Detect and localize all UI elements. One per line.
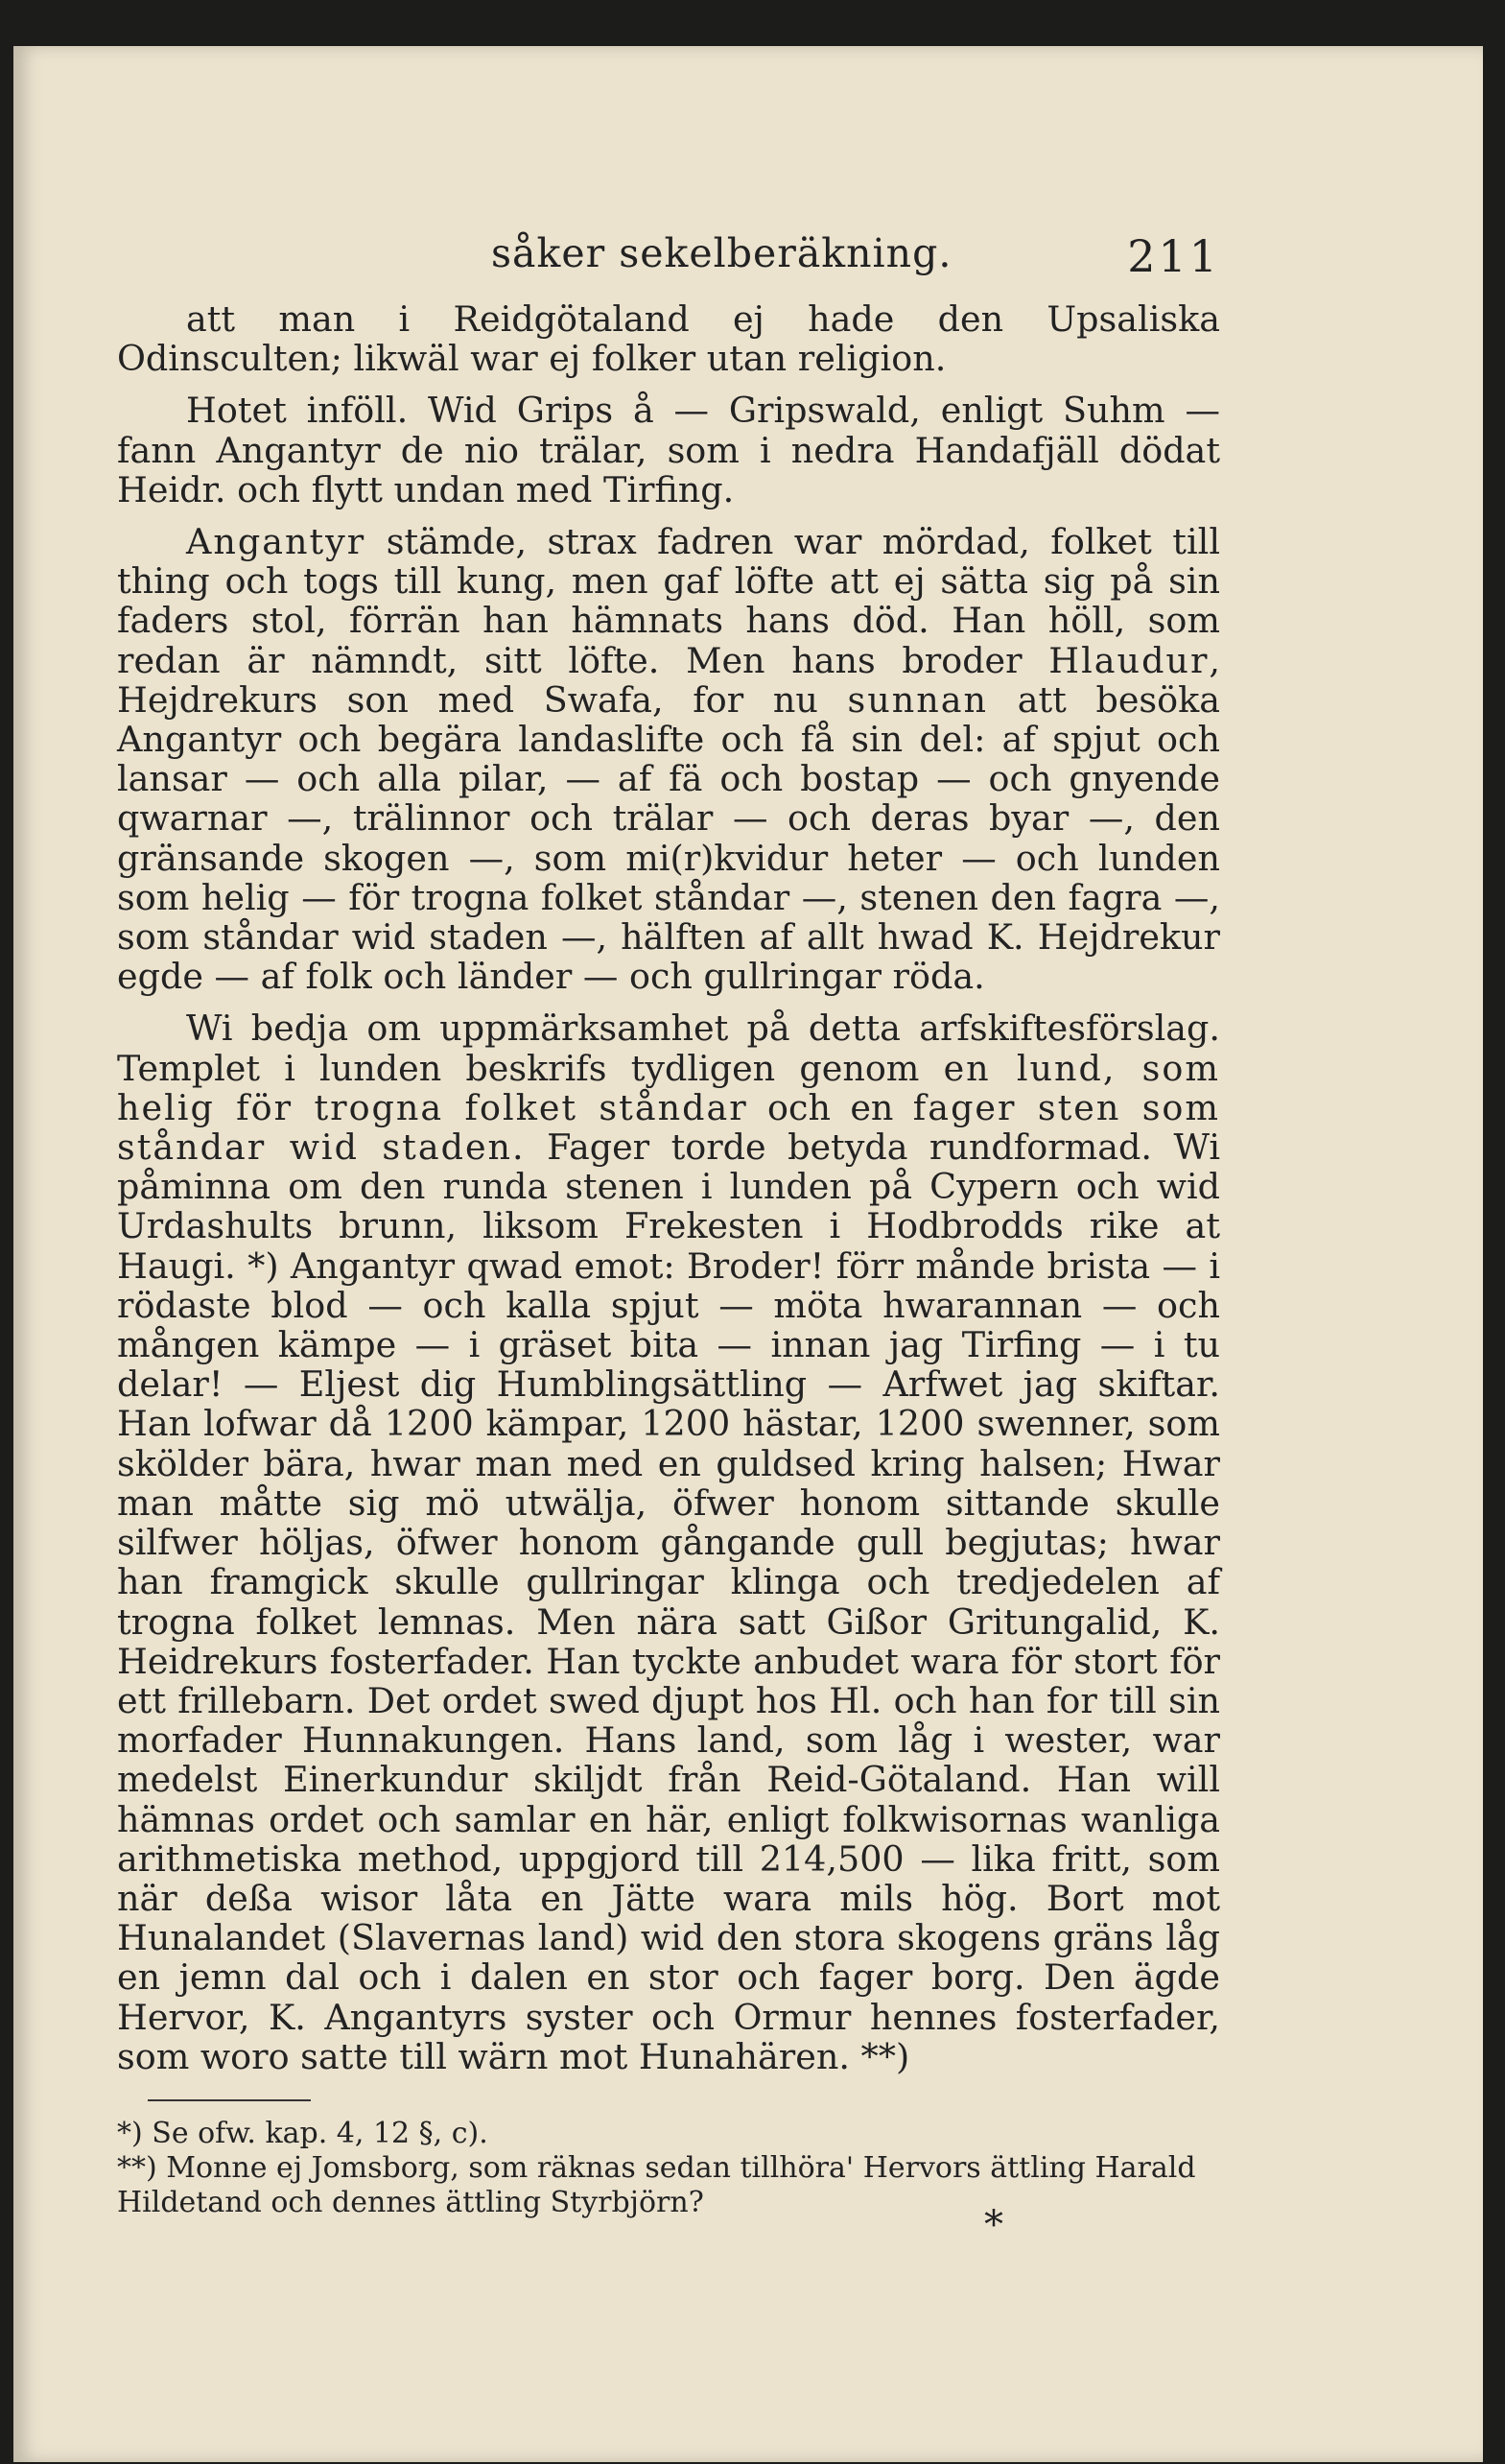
footnotes bbox=[117, 2117, 1220, 2220]
paragraph-text: att man i Reidgötaland ej hade den Upsaliska Odinsculten; likwäl war ej folker utan religion. bbox=[117, 298, 1220, 380]
signature-mark: * bbox=[984, 2203, 1003, 2247]
emphasized-phrase: en lund, som helig för trogna folket ståndar bbox=[117, 1047, 1220, 1128]
paragraph-text: och en bbox=[747, 1086, 913, 1128]
page-number: 211 bbox=[1127, 230, 1220, 282]
footnote-divider bbox=[148, 2099, 311, 2101]
paragraph-text: , Hejdrekurs son med Swafa, for nu bbox=[117, 639, 1220, 721]
paragraph-1 bbox=[117, 299, 1220, 378]
emphasized-word: sunnan bbox=[847, 678, 989, 721]
paragraph-text: Fager torde betyda rundformad. Wi påminna om den runda stenen i lunden på Cypern och wid Urdashults brunn, liksom Frekesten i Hodbrodds rike at Haugi. *) Angantyr qwad emot: Broder! förr månde brista — i rödaste blod — och kalla spjut — möta hwarannan — och mången kämpe — i gräset bita — innan jag Tirfing — i tu delar! — Eljest dig Humblingsättling — Arfwet jag skiftar. Han lofwar då 1200 kämpar, 1200 hästar, 1200 swenner, som skölder bära, hwar man med en guldsed kring halsen; Hwar man måtte sig mö utwälja, öfwer honom sittande skulle silfwer höljas, öfwer honom gångande gull begjutas; hwar han framgick skulle gullringar klinga och tredjedelen af trogna folket lemnas. Men nära satt Gißor Gritungalid, K. Heidrekurs fosterfader. Han tyckte anbudet wara för stort för ett frillebarn. Det ordet swed djupt hos Hl. och han for till sin morfader Hunnakungen. Hans land, som låg i wester, war medelst Einerkundur skiljdt från Reid-Götaland. Han will hämnas ordet och samlar en här, enligt folkwisornas wanliga arithmetiska method, uppgjord till 214,500 — lika fritt, som när deßa wisor låta en Jätte wara mils hög. Bort mot Hunalandet (Slavernas land) wid den stora skogens gräns låg en jemn dal och i dalen en stor och fager borg. Den ägde Hervor, K. Angantyrs syster och Ormur hennes fosterfader, som woro satte till wärn mot Hunahären. **) bbox=[117, 1126, 1220, 2077]
footnote-text: Monne ej Jomsborg, som räknas sedan tillhöra' Hervors ättling Harald Hildetand och dennes ättling Styrbjörn? bbox=[117, 2151, 1196, 2219]
paragraph-2 bbox=[117, 391, 1220, 509]
paragraph-3 bbox=[117, 522, 1220, 996]
paragraph-text: Wi bedja om uppmärksamhet på detta arfskiftesförslag. Templet i lunden beskrifs tydligen genom bbox=[117, 1007, 1220, 1089]
emphasized-name: Angantyr bbox=[186, 521, 366, 563]
body-text bbox=[117, 299, 1220, 2076]
emphasized-phrase: fager sten som ståndar wid staden. bbox=[117, 1086, 1221, 1169]
footnote-1 bbox=[117, 2117, 1220, 2151]
paragraph-text: Hotet inföll. Wid Grips å — Gripswald, enligt Suhm — fann Angantyr de nio trälar, som i nedra Handafjäll dödat Heidr. och flytt undan med Tirfing. bbox=[117, 390, 1220, 510]
paragraph-4 bbox=[117, 1008, 1220, 2075]
footnote-2 bbox=[117, 2151, 1220, 2220]
footnote-text: Se ofw. kap. 4, 12 §, c). bbox=[152, 2117, 488, 2150]
running-head: såker sekelberäkning. bbox=[491, 230, 952, 276]
page-header bbox=[117, 230, 1220, 288]
footnote-marker: *) bbox=[117, 2117, 143, 2150]
footnote-marker: **) bbox=[117, 2151, 157, 2185]
paragraph-text: att besöka Angantyr och begära landaslifte och få sin del: af spjut och lansar — och alla pilar, — af fä och bostap — och gnyende qwarnar —, trälinnor och trälar — och deras byar —, den gränsande skogen —, som mi(r)kvidur heter — och lunden som helig — för trogna folket ståndar —, stenen den fagra —, som ståndar wid staden —, hälften af allt hwad K. Hejdrekur egde — af folk och länder — och gullringar röda. bbox=[117, 678, 1220, 998]
paragraph-text: stämde, strax fadren war mördad, folket till thing och togs till kung, men gaf löfte att ej sätta sig på sin faders stol, förrän han hämnats hans död. Han höll, som redan är nämndt, sitt löfte. Men hans broder bbox=[117, 521, 1220, 681]
emphasized-name: Hlaudur bbox=[1048, 639, 1210, 681]
book-page bbox=[13, 46, 1483, 2462]
